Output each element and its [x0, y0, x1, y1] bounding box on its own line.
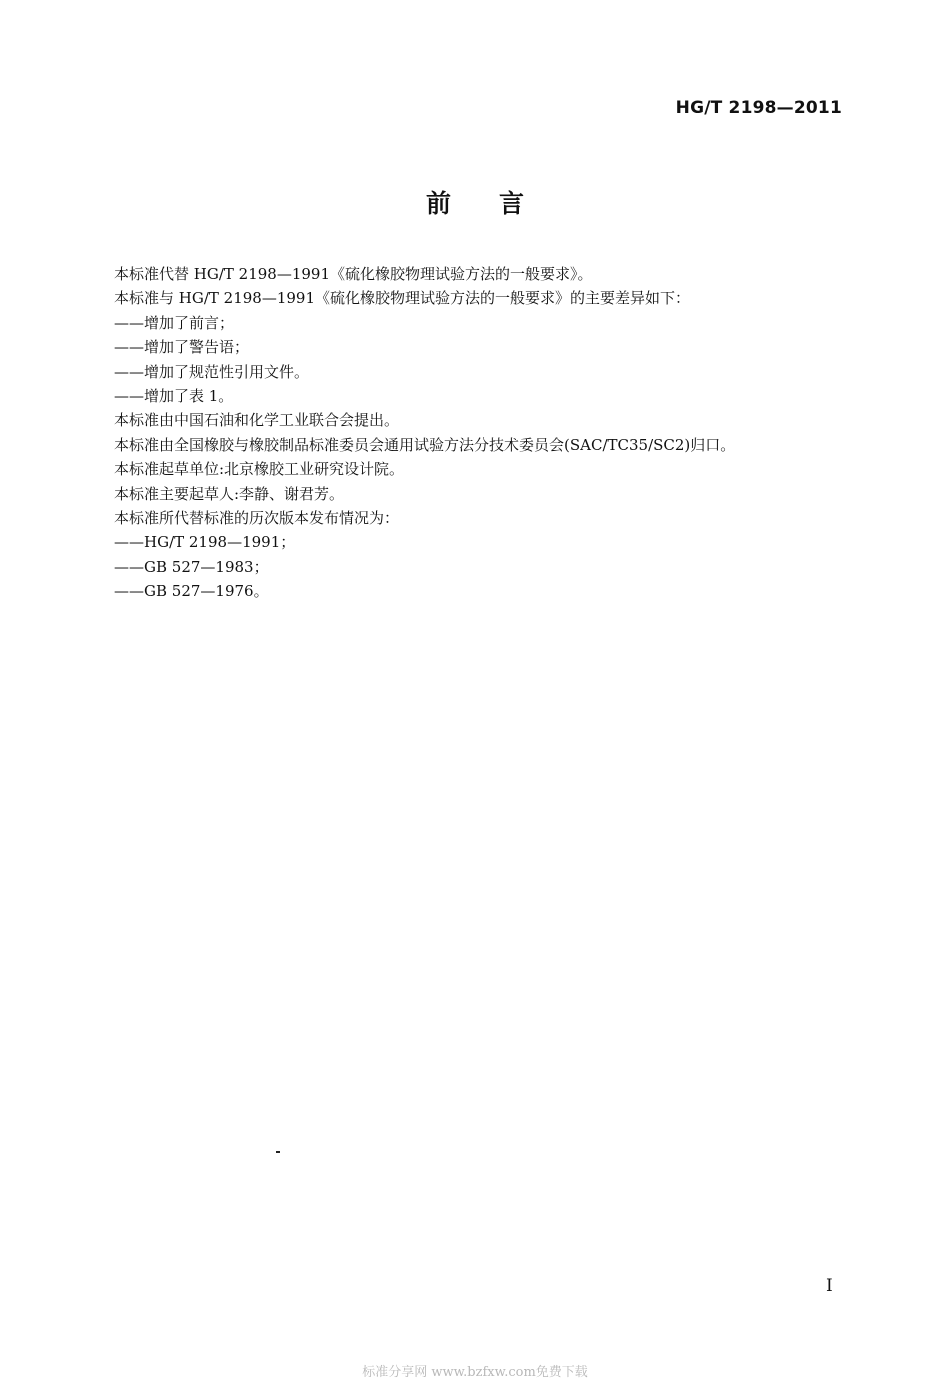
list-item: ——增加了规范性引用文件。 — [114, 362, 310, 381]
body-line: 本标准主要起草人:李静、谢君芳。 — [114, 484, 345, 503]
body-line: 本标准由全国橡胶与橡胶制品标准委员会通用试验方法分技术委员会(SAC/TC35/SC2)归口。 — [114, 435, 736, 454]
scan-speck — [276, 1151, 280, 1153]
page-number: I — [826, 1276, 833, 1296]
body-line: 本标准代替 HG/T 2198—1991《硫化橡胶物理试验方法的一般要求》。 — [114, 265, 593, 283]
page-title: 前言 — [425, 189, 572, 218]
list-item: ——增加了警告语； — [114, 338, 250, 357]
body-line: 本标准由中国石油和化学工业联合会提出。 — [114, 411, 400, 430]
foreword-body — [114, 262, 844, 603]
watermark: 标准分享网 www.bzfxw.com免费下载 — [362, 1365, 588, 1380]
body-line: 本标准起草单位:北京橡胶工业研究设计院。 — [114, 460, 405, 479]
list-item: ——GB 527—1983； — [114, 557, 269, 576]
body-line: 本标准与 HG/T 2198—1991《硫化橡胶物理试验方法的一般要求》的主要差异如下： — [114, 289, 691, 308]
list-item: ——HG/T 2198—1991； — [114, 533, 296, 552]
standard-code: HG/T 2198—2011 — [675, 98, 842, 118]
body-line: 本标准所代替标准的历次版本发布情况为： — [114, 508, 400, 527]
list-item: ——GB 527—1976。 — [114, 582, 269, 601]
list-item: ——增加了前言； — [114, 313, 235, 332]
list-item: ——增加了表 1。 — [114, 386, 234, 405]
